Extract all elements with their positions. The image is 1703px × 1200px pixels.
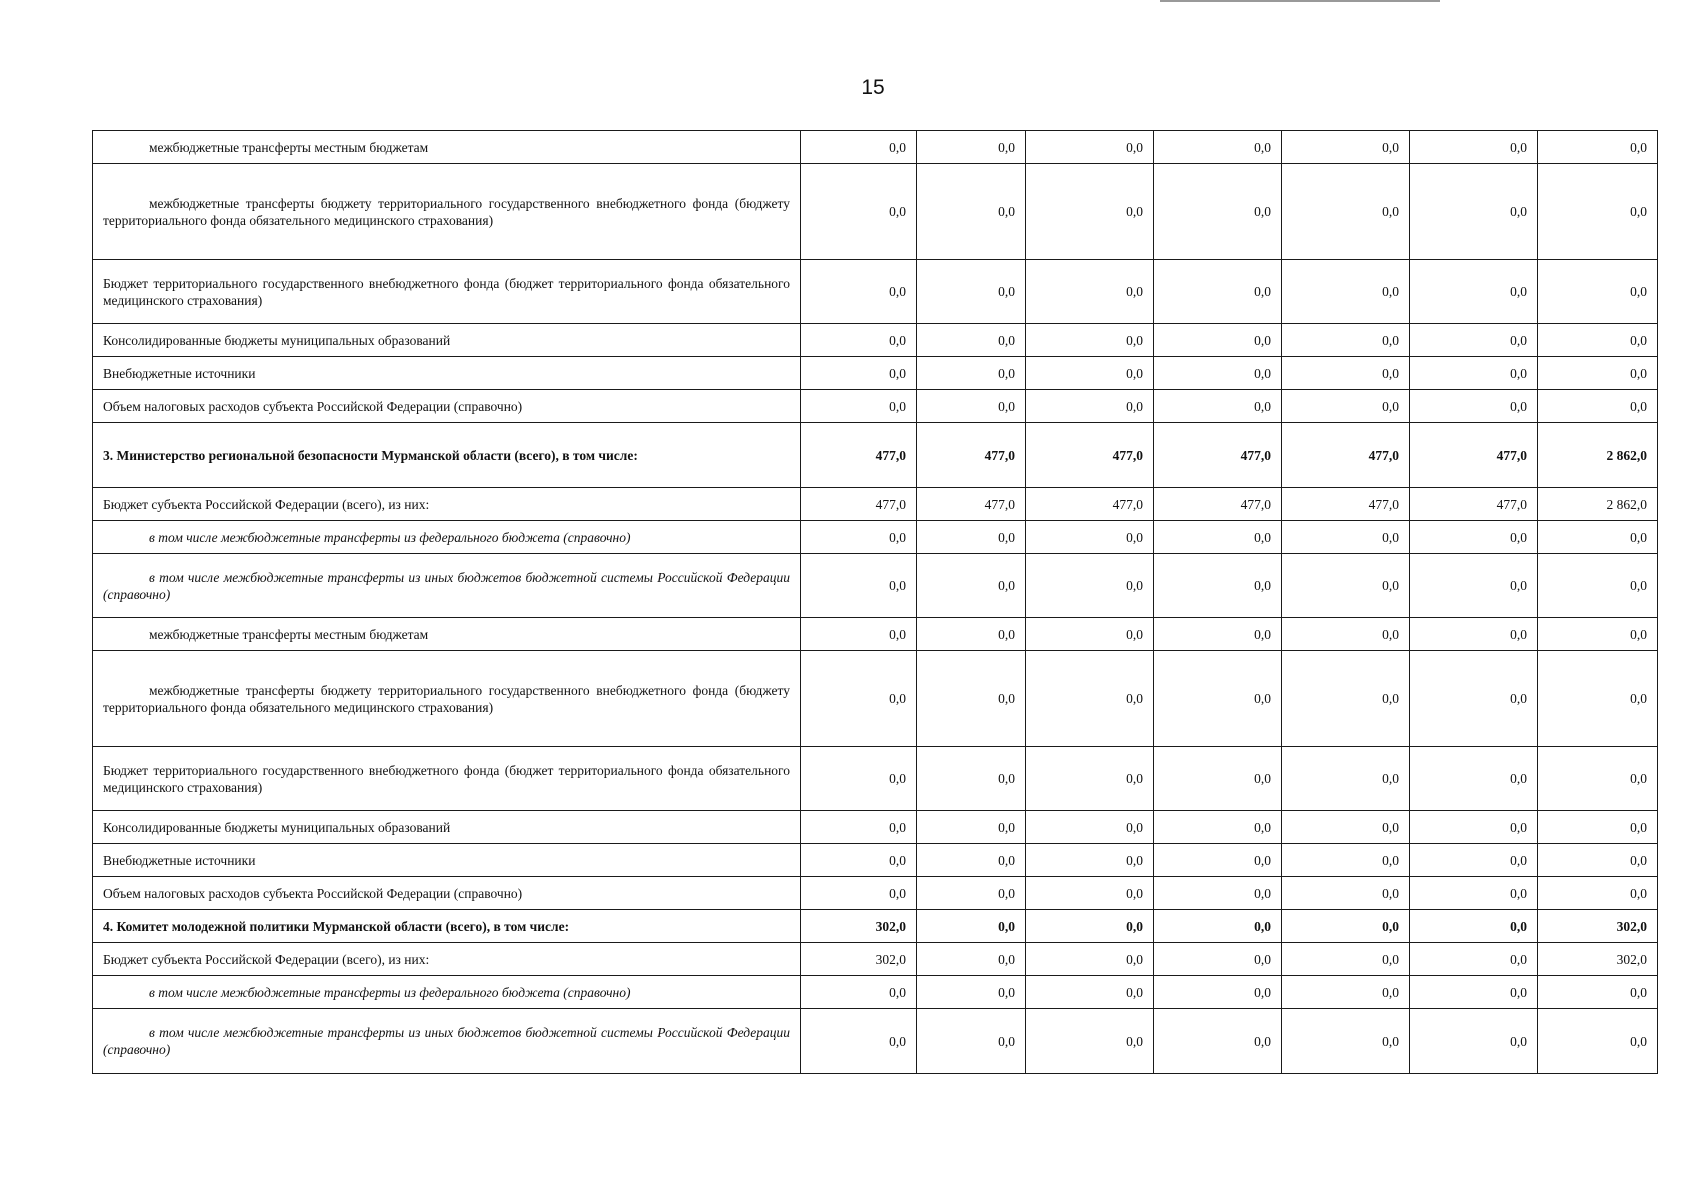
row-label: 3. Министерство региональной безопасности Мурманской области (всего), в том числе: [93, 423, 801, 488]
value-cell: 0,0 [917, 910, 1026, 943]
value-cell: 0,0 [1026, 844, 1154, 877]
table-row [93, 1009, 1658, 1074]
value-cell: 0,0 [1410, 1009, 1538, 1074]
value-cell: 302,0 [1538, 910, 1658, 943]
value-cell: 0,0 [1026, 877, 1154, 910]
table-row [93, 488, 1658, 521]
value-cell: 0,0 [1410, 943, 1538, 976]
value-cell: 0,0 [1154, 910, 1282, 943]
value-cell: 0,0 [1538, 1009, 1658, 1074]
value-cell: 0,0 [1410, 976, 1538, 1009]
value-cell: 0,0 [1026, 260, 1154, 324]
row-label: межбюджетные трансферты бюджету территориального государственного внебюджетного фонда (бюджету территориального фонда обязательного медицинского страхования) [93, 651, 801, 747]
value-cell: 0,0 [1538, 390, 1658, 423]
value-cell: 0,0 [1282, 554, 1410, 618]
value-cell: 0,0 [1282, 877, 1410, 910]
value-cell: 0,0 [801, 618, 917, 651]
value-cell: 0,0 [1026, 910, 1154, 943]
row-label: Внебюджетные источники [93, 844, 801, 877]
value-cell: 0,0 [1154, 357, 1282, 390]
value-cell: 0,0 [1026, 554, 1154, 618]
value-cell: 302,0 [801, 910, 917, 943]
value-cell: 0,0 [1410, 131, 1538, 164]
value-cell: 0,0 [1410, 651, 1538, 747]
value-cell: 0,0 [1538, 976, 1658, 1009]
value-cell: 0,0 [1538, 651, 1658, 747]
value-cell: 0,0 [1026, 390, 1154, 423]
value-cell: 0,0 [801, 324, 917, 357]
value-cell: 0,0 [801, 844, 917, 877]
value-cell: 0,0 [917, 164, 1026, 260]
value-cell: 0,0 [1282, 1009, 1410, 1074]
table-row [93, 423, 1658, 488]
table-row [93, 164, 1658, 260]
value-cell: 0,0 [1410, 877, 1538, 910]
value-cell: 0,0 [917, 521, 1026, 554]
row-label: Консолидированные бюджеты муниципальных образований [93, 324, 801, 357]
value-cell: 0,0 [1410, 260, 1538, 324]
value-cell: 0,0 [801, 131, 917, 164]
value-cell: 0,0 [1410, 844, 1538, 877]
value-cell: 0,0 [1282, 844, 1410, 877]
row-label: Объем налоговых расходов субъекта Российской Федерации (справочно) [93, 390, 801, 423]
value-cell: 0,0 [1282, 943, 1410, 976]
value-cell: 0,0 [1410, 164, 1538, 260]
value-cell: 0,0 [1026, 324, 1154, 357]
value-cell: 477,0 [1026, 488, 1154, 521]
scan-mark [1160, 0, 1440, 2]
value-cell: 0,0 [801, 877, 917, 910]
value-cell: 0,0 [801, 357, 917, 390]
value-cell: 0,0 [1410, 811, 1538, 844]
value-cell: 477,0 [1282, 423, 1410, 488]
value-cell: 0,0 [1282, 811, 1410, 844]
value-cell: 0,0 [1026, 1009, 1154, 1074]
value-cell: 0,0 [1154, 131, 1282, 164]
value-cell: 0,0 [1154, 260, 1282, 324]
row-label: в том числе межбюджетные трансферты из иных бюджетов бюджетной системы Российской Федерации (справочно) [93, 554, 801, 618]
value-cell: 0,0 [1154, 554, 1282, 618]
table-row [93, 618, 1658, 651]
value-cell: 0,0 [1026, 651, 1154, 747]
value-cell: 0,0 [917, 877, 1026, 910]
table-row [93, 976, 1658, 1009]
value-cell: 0,0 [917, 324, 1026, 357]
value-cell: 477,0 [1154, 423, 1282, 488]
value-cell: 0,0 [1154, 811, 1282, 844]
value-cell: 0,0 [917, 747, 1026, 811]
value-cell: 0,0 [1410, 747, 1538, 811]
value-cell: 477,0 [1154, 488, 1282, 521]
value-cell: 302,0 [801, 943, 917, 976]
value-cell: 0,0 [1410, 618, 1538, 651]
value-cell: 0,0 [1154, 976, 1282, 1009]
value-cell: 0,0 [1538, 747, 1658, 811]
value-cell: 0,0 [1154, 521, 1282, 554]
value-cell: 0,0 [1538, 877, 1658, 910]
value-cell: 0,0 [917, 651, 1026, 747]
value-cell: 0,0 [1154, 943, 1282, 976]
value-cell: 0,0 [1154, 1009, 1282, 1074]
value-cell: 0,0 [1538, 521, 1658, 554]
row-label: межбюджетные трансферты бюджету территориального государственного внебюджетного фонда (бюджету территориального фонда обязательного медицинского страхования) [93, 164, 801, 260]
value-cell: 0,0 [1154, 618, 1282, 651]
table-row [93, 747, 1658, 811]
table-row [93, 910, 1658, 943]
value-cell: 0,0 [1538, 357, 1658, 390]
table-row [93, 357, 1658, 390]
value-cell: 0,0 [1154, 651, 1282, 747]
value-cell: 0,0 [1282, 131, 1410, 164]
value-cell: 0,0 [1410, 521, 1538, 554]
row-label: в том числе межбюджетные трансферты из федерального бюджета (справочно) [93, 976, 801, 1009]
value-cell: 0,0 [1282, 164, 1410, 260]
value-cell: 477,0 [1026, 423, 1154, 488]
value-cell: 477,0 [1410, 423, 1538, 488]
table-row [93, 554, 1658, 618]
value-cell: 0,0 [1154, 877, 1282, 910]
value-cell: 0,0 [1538, 811, 1658, 844]
value-cell: 0,0 [1282, 618, 1410, 651]
row-label: межбюджетные трансферты местным бюджетам [93, 131, 801, 164]
value-cell: 0,0 [1026, 521, 1154, 554]
value-cell: 0,0 [1154, 324, 1282, 357]
page-number: 15 [861, 76, 885, 99]
value-cell: 477,0 [801, 423, 917, 488]
table-row [93, 324, 1658, 357]
row-label: Бюджет территориального государственного внебюджетного фонда (бюджет территориального фонда обязательного медицинского страхования) [93, 747, 801, 811]
row-label: в том числе межбюджетные трансферты из иных бюджетов бюджетной системы Российской Федерации (справочно) [93, 1009, 801, 1074]
value-cell: 0,0 [917, 811, 1026, 844]
value-cell: 0,0 [1282, 521, 1410, 554]
value-cell: 0,0 [801, 747, 917, 811]
value-cell: 0,0 [1026, 131, 1154, 164]
value-cell: 0,0 [1538, 260, 1658, 324]
value-cell: 0,0 [801, 390, 917, 423]
value-cell: 0,0 [801, 976, 917, 1009]
value-cell: 0,0 [1282, 260, 1410, 324]
value-cell: 477,0 [1282, 488, 1410, 521]
value-cell: 0,0 [917, 131, 1026, 164]
value-cell: 0,0 [1026, 357, 1154, 390]
value-cell: 0,0 [801, 164, 917, 260]
value-cell: 302,0 [1538, 943, 1658, 976]
value-cell: 2 862,0 [1538, 423, 1658, 488]
value-cell: 0,0 [1026, 943, 1154, 976]
value-cell: 0,0 [917, 1009, 1026, 1074]
value-cell: 0,0 [917, 260, 1026, 324]
value-cell: 0,0 [1538, 324, 1658, 357]
value-cell: 0,0 [1538, 844, 1658, 877]
value-cell: 0,0 [917, 976, 1026, 1009]
row-label: Бюджет территориального государственного внебюджетного фонда (бюджет территориального фонда обязательного медицинского страхования) [93, 260, 801, 324]
value-cell: 0,0 [1538, 554, 1658, 618]
value-cell: 0,0 [801, 651, 917, 747]
value-cell: 477,0 [801, 488, 917, 521]
value-cell: 477,0 [917, 423, 1026, 488]
table-row [93, 260, 1658, 324]
value-cell: 0,0 [801, 260, 917, 324]
value-cell: 0,0 [1026, 618, 1154, 651]
value-cell: 0,0 [1282, 910, 1410, 943]
row-label: межбюджетные трансферты местным бюджетам [93, 618, 801, 651]
row-label: в том числе межбюджетные трансферты из федерального бюджета (справочно) [93, 521, 801, 554]
row-label: Бюджет субъекта Российской Федерации (всего), из них: [93, 943, 801, 976]
value-cell: 0,0 [1282, 976, 1410, 1009]
value-cell: 0,0 [1410, 390, 1538, 423]
value-cell: 477,0 [1410, 488, 1538, 521]
value-cell: 0,0 [917, 943, 1026, 976]
value-cell: 0,0 [1410, 554, 1538, 618]
table-body [93, 131, 1658, 1074]
table-row [93, 811, 1658, 844]
value-cell: 0,0 [1154, 844, 1282, 877]
value-cell: 0,0 [917, 554, 1026, 618]
value-cell: 0,0 [801, 554, 917, 618]
value-cell: 477,0 [917, 488, 1026, 521]
value-cell: 0,0 [917, 390, 1026, 423]
table-row [93, 131, 1658, 164]
value-cell: 0,0 [801, 521, 917, 554]
value-cell: 0,0 [1282, 747, 1410, 811]
budget-table [92, 130, 1658, 1074]
table-row [93, 844, 1658, 877]
value-cell: 2 862,0 [1538, 488, 1658, 521]
value-cell: 0,0 [1282, 357, 1410, 390]
value-cell: 0,0 [1154, 164, 1282, 260]
value-cell: 0,0 [917, 618, 1026, 651]
value-cell: 0,0 [1026, 747, 1154, 811]
value-cell: 0,0 [1538, 131, 1658, 164]
value-cell: 0,0 [917, 357, 1026, 390]
row-label: Объем налоговых расходов субъекта Российской Федерации (справочно) [93, 877, 801, 910]
table-row [93, 390, 1658, 423]
value-cell: 0,0 [1154, 390, 1282, 423]
row-label: Внебюджетные источники [93, 357, 801, 390]
value-cell: 0,0 [1026, 811, 1154, 844]
value-cell: 0,0 [1410, 357, 1538, 390]
table-row [93, 877, 1658, 910]
row-label: Бюджет субъекта Российской Федерации (всего), из них: [93, 488, 801, 521]
value-cell: 0,0 [1538, 618, 1658, 651]
row-label: Консолидированные бюджеты муниципальных образований [93, 811, 801, 844]
table-row [93, 943, 1658, 976]
value-cell: 0,0 [917, 844, 1026, 877]
value-cell: 0,0 [1026, 976, 1154, 1009]
value-cell: 0,0 [801, 811, 917, 844]
row-label: 4. Комитет молодежной политики Мурманской области (всего), в том числе: [93, 910, 801, 943]
value-cell: 0,0 [1410, 324, 1538, 357]
value-cell: 0,0 [1410, 910, 1538, 943]
value-cell: 0,0 [1154, 747, 1282, 811]
table-row [93, 651, 1658, 747]
value-cell: 0,0 [1282, 324, 1410, 357]
value-cell: 0,0 [801, 1009, 917, 1074]
value-cell: 0,0 [1282, 651, 1410, 747]
value-cell: 0,0 [1538, 164, 1658, 260]
value-cell: 0,0 [1026, 164, 1154, 260]
table-row [93, 521, 1658, 554]
value-cell: 0,0 [1282, 390, 1410, 423]
